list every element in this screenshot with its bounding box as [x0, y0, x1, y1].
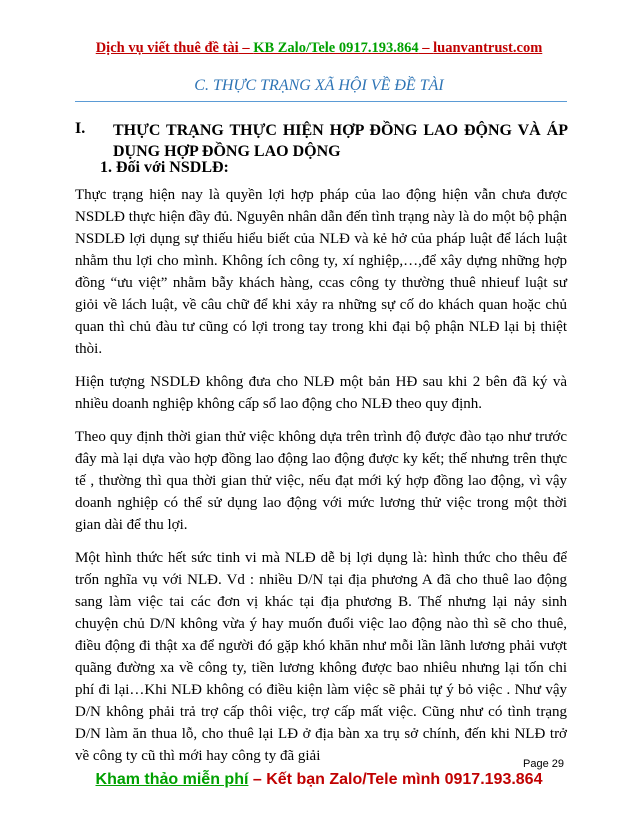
heading1-text: THỰC TRẠNG THỰC HIỆN HỢP ĐỒNG LAO ĐỘNG VÀ ÁP DỤNG HỢP ĐỒNG LAO DỘNG	[113, 122, 568, 160]
heading2: 1. Đối với NSDLĐ:	[100, 159, 229, 176]
page-number: Page 29	[523, 758, 564, 770]
paragraph: Hiện tượng NSDLĐ không đưa cho NLĐ một bản HĐ sau khi 2 bên đã ký và nhiều doanh nghiệp không cấp sổ lao động cho NLĐ theo quy định.	[75, 374, 567, 412]
banner-separator: –	[238, 40, 254, 56]
body-text	[75, 184, 567, 778]
top-promo-banner	[0, 40, 638, 57]
footer-free-link[interactable]: Kham thảo miễn phí	[95, 771, 249, 788]
footer-promo-banner	[0, 771, 638, 789]
heading1-number: I.	[75, 120, 86, 137]
banner-service-text: Dịch vụ viết thuê đề tài	[95, 40, 239, 56]
header-divider	[75, 101, 567, 102]
banner-separator: –	[418, 40, 434, 56]
banner-website-link[interactable]: luanvantrust.com	[433, 40, 543, 56]
section-title: C. THỰC TRẠNG XÃ HỘI VỀ ĐỀ TÀI	[194, 77, 444, 94]
paragraph: Thực trạng hiện nay là quyền lợi hợp pháp của lao động hiện vẫn chưa được NSDLĐ thực hiện đầy đủ. Nguyên nhân dẫn đến tình trạng này là do một bộ phận NSDLĐ lợi dụng sự thiếu hiểu biết của NLĐ và kẻ hở của pháp luật để lách luật nhằm thu lợi cho mình. Không ích công ty, xí nghiệp,…,để xây dựng những hợp đồng “ưu việt” nhằm bẫy khách hàng, ccas công ty thường thuê nhieuf luật sư giỏi về lách luật, về câu chữ để khi xảy ra những sự cố do khách quan hoặc chủ quan thì chủ đàu tư cũng có lợi trong tay trong khi đại bộ phận NLĐ lại bị thiệt thòi.	[75, 187, 567, 357]
banner-contact-link[interactable]: KB Zalo/Tele 0917.193.864	[253, 40, 419, 56]
footer-contact-text: – Kết bạn Zalo/Tele mình 0917.193.864	[248, 771, 543, 788]
paragraph: Theo quy định thời gian thử việc không dựa trên trình độ được đào tạo như trước đây mà lại dựa vào hợp đồng lao động lao động được ky kết; thế nhưng trên thực tế , thường thì qua thời gian thử việc, nếu đạt mới ký hợp đồng lao động, vì vậy doanh nghiệp có thể sử dụng lao động với mức lương thử việc trong một thời gian dài để thu lợi.	[75, 429, 567, 533]
paragraph: Một hình thức hết sức tinh vi mà NLĐ dễ bị lợi dụng là: hình thức cho thêu để trốn nghĩa vụ với NLĐ. Vd : nhiều D/N tại địa phương A đã cho thuê lao động sang làm việc tai các đơn vị khác tại địa phương B. Thế nhưng lại nảy sinh chuyện chủ D/N không vừa ý hay muốn đuổi việc lao động nào thì sẽ cho thuê, điều động đi thật xa để người đó gặp khó khăn như mỗi lần lãnh lương phải vượt quãng đường xa về công ty, tiền lương không được bao nhiêu nhưng lại tốn chi phí đi lại…Khi NLĐ không có điều kiện làm việc sẽ phải tự ý bỏ việc . Như vậy D/N không phải trả trợ cấp thôi việc, trợ cấp mất việc. Cũng như có tình trạng D/N làm ăn thua lỗ, cho thuê lại LĐ ở địa bàn xa trụ sở chính, đến khi NLĐ trở về công ty cũ thì mới hay công ty đã giải	[75, 550, 567, 764]
